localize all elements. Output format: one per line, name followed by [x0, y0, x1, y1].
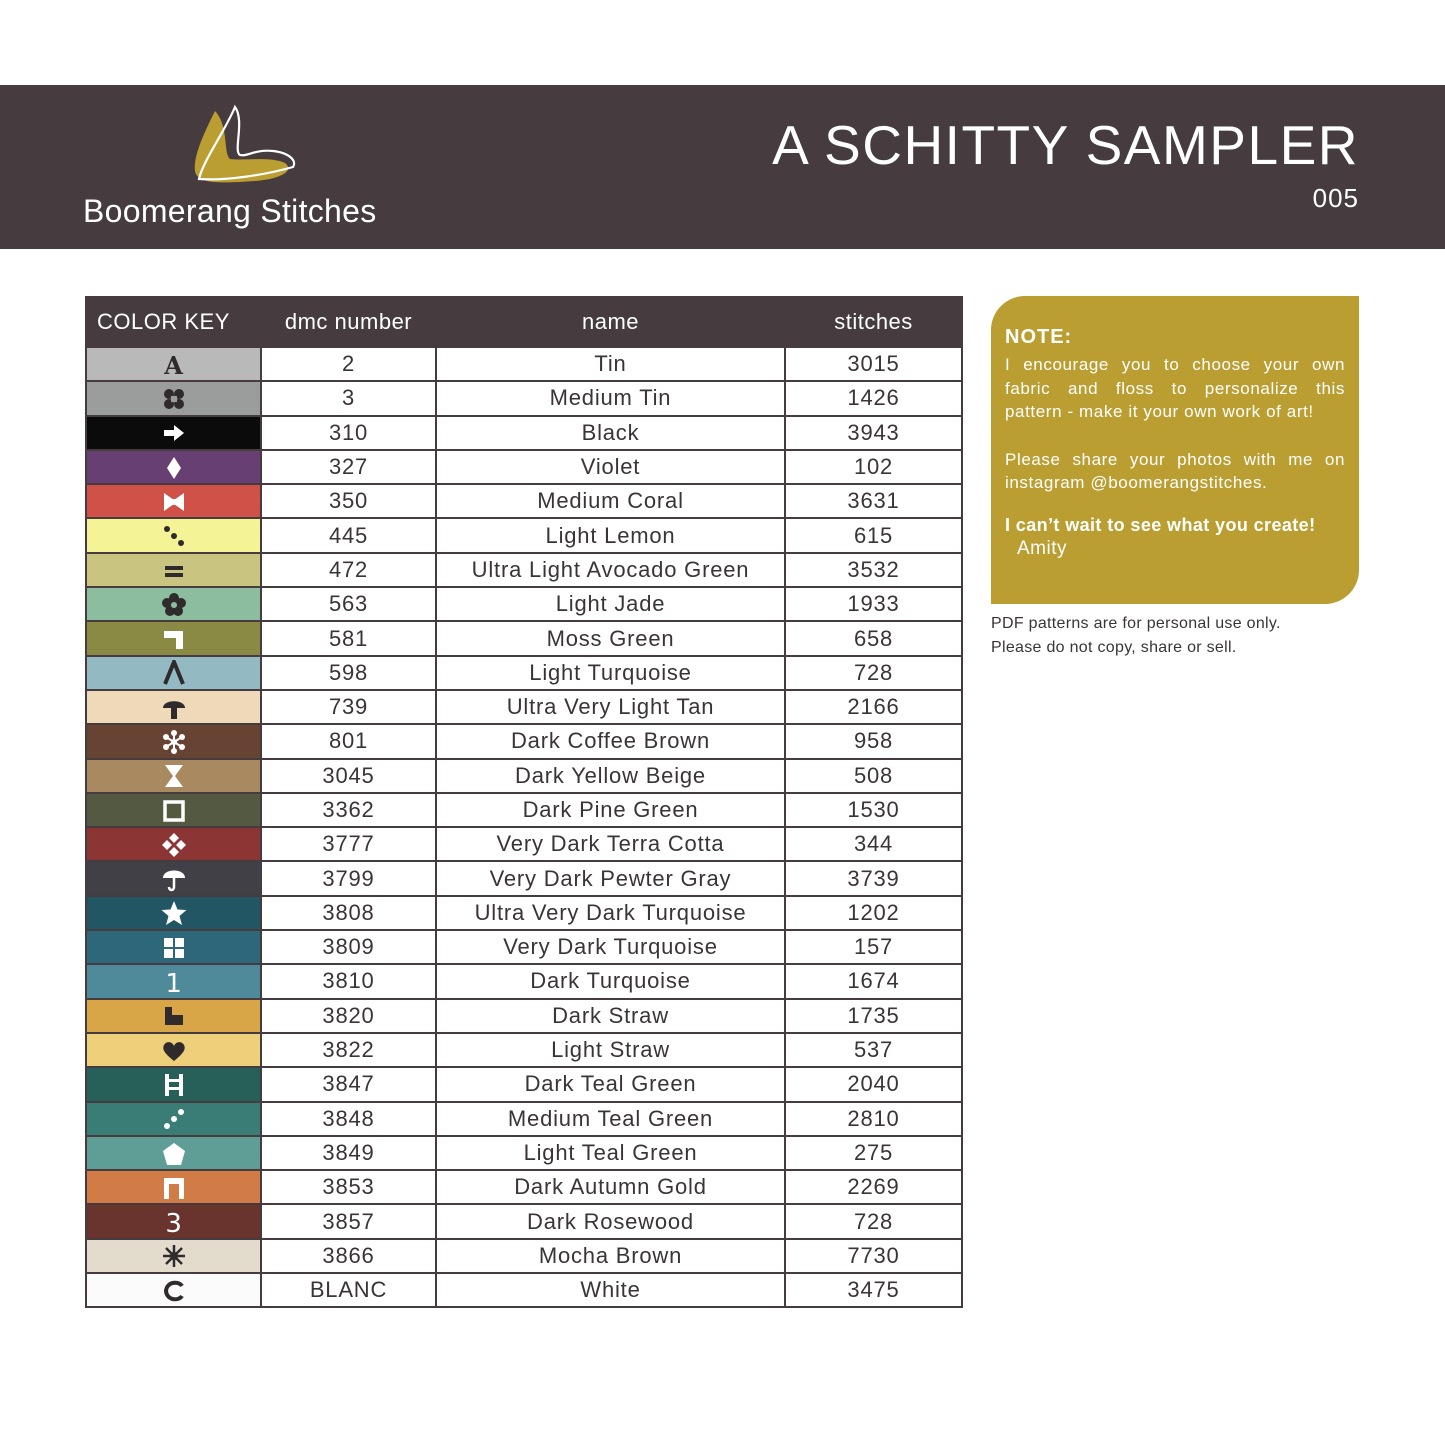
- dmc-number-cell: 3822: [261, 1033, 436, 1067]
- color-swatch: [86, 450, 261, 484]
- dmc-number-cell: 801: [261, 724, 436, 758]
- dots-diagonal-icon: [161, 523, 187, 549]
- color-swatch: [86, 724, 261, 758]
- table-row: [86, 1170, 962, 1204]
- stitch-count-cell: 615: [785, 518, 962, 552]
- stitch-count-cell: 2040: [785, 1067, 962, 1101]
- stitch-count-cell: 2166: [785, 690, 962, 724]
- dmc-number-cell: 3808: [261, 896, 436, 930]
- thread-name-cell: Ultra Light Avocado Green: [436, 553, 785, 587]
- color-swatch: [86, 1102, 261, 1136]
- table-row: [86, 1067, 962, 1101]
- letter-a-icon: [161, 352, 187, 378]
- color-swatch: [86, 553, 261, 587]
- step-block-icon: [161, 1003, 187, 1029]
- star-icon: [161, 900, 187, 926]
- stool-icon: [161, 1175, 187, 1201]
- stitch-count-cell: 1933: [785, 587, 962, 621]
- umbrella-icon: [161, 866, 187, 892]
- note-signature: Amity: [1017, 537, 1067, 559]
- stitch-count-cell: 537: [785, 1033, 962, 1067]
- table-row: [86, 1033, 962, 1067]
- dmc-number-cell: 3362: [261, 793, 436, 827]
- note-heading: NOTE:: [1005, 326, 1073, 348]
- thread-name-cell: Light Jade: [436, 587, 785, 621]
- dmc-number-cell: 3809: [261, 930, 436, 964]
- stitch-count-cell: 1674: [785, 964, 962, 998]
- header-stitches: stitches: [785, 297, 962, 347]
- thread-name-cell: Mocha Brown: [436, 1239, 785, 1273]
- table-row: [86, 656, 962, 690]
- color-swatch: [86, 1239, 261, 1273]
- thread-name-cell: Dark Straw: [436, 999, 785, 1033]
- diamond-quad-icon: [161, 832, 187, 858]
- thread-name-cell: Dark Yellow Beige: [436, 759, 785, 793]
- letter-c-icon: [161, 1278, 187, 1304]
- svg-text:1: 1: [164, 969, 183, 996]
- table-row: [86, 1239, 962, 1273]
- thread-name-cell: Very Dark Pewter Gray: [436, 861, 785, 895]
- stitch-count-cell: 157: [785, 930, 962, 964]
- stitch-count-cell: 3631: [785, 484, 962, 518]
- table-row: [86, 347, 962, 381]
- color-swatch: [86, 999, 261, 1033]
- thread-name-cell: Light Turquoise: [436, 656, 785, 690]
- dmc-number-cell: BLANC: [261, 1273, 436, 1307]
- table-row: [86, 759, 962, 793]
- color-swatch: [86, 1033, 261, 1067]
- color-swatch: [86, 587, 261, 621]
- disclaimer-line-2: Please do not copy, share or sell.: [991, 639, 1237, 656]
- note-closing: I can’t wait to see what you create!: [1005, 514, 1316, 535]
- square-outline-icon: [161, 798, 187, 824]
- stitch-count-cell: 275: [785, 1136, 962, 1170]
- dots-rising-icon: [161, 1106, 187, 1132]
- table-row: [86, 416, 962, 450]
- dmc-number-cell: 3849: [261, 1136, 436, 1170]
- pattern-title: A SCHITTY SAMPLER: [772, 114, 1359, 176]
- thread-name-cell: White: [436, 1273, 785, 1307]
- stitch-count-cell: 728: [785, 1204, 962, 1238]
- header-banner: [0, 85, 1445, 249]
- stitch-count-cell: 344: [785, 827, 962, 861]
- thread-name-cell: Ultra Very Dark Turquoise: [436, 896, 785, 930]
- pattern-number: 005: [1312, 183, 1359, 213]
- dmc-number-cell: 472: [261, 553, 436, 587]
- stitch-count-cell: 3943: [785, 416, 962, 450]
- thread-name-cell: Medium Coral: [436, 484, 785, 518]
- color-swatch: [86, 930, 261, 964]
- grid-four-icon: [161, 935, 187, 961]
- dmc-number-cell: 563: [261, 587, 436, 621]
- table-row: [86, 518, 962, 552]
- color-swatch: [86, 759, 261, 793]
- header-color-key: COLOR KEY: [86, 297, 261, 347]
- note-box: [991, 296, 1359, 604]
- thread-name-cell: Light Straw: [436, 1033, 785, 1067]
- color-swatch: [86, 896, 261, 930]
- number-one-icon: [161, 969, 187, 995]
- heart-icon: [161, 1038, 187, 1064]
- stitch-count-cell: 508: [785, 759, 962, 793]
- stitch-count-cell: 1426: [785, 381, 962, 415]
- stitch-count-cell: 1202: [785, 896, 962, 930]
- svg-text:3: 3: [164, 1209, 183, 1236]
- table-row: [86, 1204, 962, 1238]
- table-row: [86, 861, 962, 895]
- thread-name-cell: Tin: [436, 347, 785, 381]
- dmc-number-cell: 3777: [261, 827, 436, 861]
- thread-name-cell: Moss Green: [436, 621, 785, 655]
- stitch-count-cell: 3532: [785, 553, 962, 587]
- thread-name-cell: Dark Pine Green: [436, 793, 785, 827]
- table-row: [86, 964, 962, 998]
- color-swatch: [86, 656, 261, 690]
- stitch-count-cell: 658: [785, 621, 962, 655]
- dmc-number-cell: 2: [261, 347, 436, 381]
- arrow-right-icon: [161, 420, 187, 446]
- stitch-count-cell: 1735: [785, 999, 962, 1033]
- thread-name-cell: Medium Teal Green: [436, 1102, 785, 1136]
- dmc-number-cell: 3848: [261, 1102, 436, 1136]
- equals-icon: [161, 558, 187, 584]
- svg-text:A: A: [163, 351, 184, 378]
- thread-name-cell: Dark Coffee Brown: [436, 724, 785, 758]
- dmc-number-cell: 327: [261, 450, 436, 484]
- thread-name-cell: Very Dark Turquoise: [436, 930, 785, 964]
- stitch-count-cell: 3475: [785, 1273, 962, 1307]
- thread-name-cell: Dark Autumn Gold: [436, 1170, 785, 1204]
- thread-name-cell: Ultra Very Light Tan: [436, 690, 785, 724]
- stitch-count-cell: 958: [785, 724, 962, 758]
- color-swatch: [86, 381, 261, 415]
- flower-icon: [161, 386, 187, 412]
- burst-icon: [161, 1243, 187, 1269]
- stitch-count-cell: 2269: [785, 1170, 962, 1204]
- table-row: [86, 553, 962, 587]
- diamond-icon: [161, 455, 187, 481]
- caret-up-icon: [161, 660, 187, 686]
- dmc-number-cell: 3799: [261, 861, 436, 895]
- dmc-number-cell: 581: [261, 621, 436, 655]
- thread-name-cell: Light Lemon: [436, 518, 785, 552]
- table-row: [86, 827, 962, 861]
- usage-disclaimer: [991, 612, 1281, 660]
- color-swatch: [86, 1136, 261, 1170]
- color-swatch: [86, 1204, 261, 1238]
- thread-name-cell: Medium Tin: [436, 381, 785, 415]
- table-row: [86, 1273, 962, 1307]
- thread-name-cell: Dark Rosewood: [436, 1204, 785, 1238]
- blossom-icon: [161, 592, 187, 618]
- color-swatch: [86, 518, 261, 552]
- color-key-table: [85, 296, 963, 1308]
- thread-name-cell: Violet: [436, 450, 785, 484]
- dmc-number-cell: 598: [261, 656, 436, 690]
- hourglass-icon: [161, 763, 187, 789]
- thread-name-cell: Dark Teal Green: [436, 1067, 785, 1101]
- dmc-number-cell: 3: [261, 381, 436, 415]
- table-row: [86, 724, 962, 758]
- stitch-count-cell: 7730: [785, 1239, 962, 1273]
- ladder-icon: [161, 1072, 187, 1098]
- color-swatch: [86, 484, 261, 518]
- table-row: [86, 484, 962, 518]
- dmc-number-cell: 739: [261, 690, 436, 724]
- note-paragraph-1: I encourage you to choose your own fabric and floss to personalize this pattern - make it your own work of art!: [1005, 355, 1345, 421]
- stitch-count-cell: 1530: [785, 793, 962, 827]
- color-swatch: [86, 1067, 261, 1101]
- mushroom-icon: [161, 695, 187, 721]
- dmc-number-cell: 3820: [261, 999, 436, 1033]
- dmc-number-cell: 3866: [261, 1239, 436, 1273]
- dmc-number-cell: 3857: [261, 1204, 436, 1238]
- number-three-icon: [161, 1209, 187, 1235]
- corner-block-icon: [161, 626, 187, 652]
- header-name: name: [436, 297, 785, 347]
- stitch-count-cell: 2810: [785, 1102, 962, 1136]
- table-header-row: [86, 297, 962, 347]
- color-swatch: [86, 793, 261, 827]
- color-swatch: [86, 347, 261, 381]
- table-row: [86, 587, 962, 621]
- table-row: [86, 1136, 962, 1170]
- color-swatch: [86, 861, 261, 895]
- thread-name-cell: Very Dark Terra Cotta: [436, 827, 785, 861]
- thread-name-cell: Light Teal Green: [436, 1136, 785, 1170]
- boomerang-logo-icon: [185, 101, 305, 191]
- brand-name: Boomerang Stitches: [83, 193, 377, 229]
- header-dmc-number: dmc number: [261, 297, 436, 347]
- stitch-count-cell: 3739: [785, 861, 962, 895]
- bowtie-icon: [161, 489, 187, 515]
- color-swatch: [86, 1273, 261, 1307]
- dmc-number-cell: 310: [261, 416, 436, 450]
- thread-name-cell: Black: [436, 416, 785, 450]
- stitch-count-cell: 728: [785, 656, 962, 690]
- dmc-number-cell: 3847: [261, 1067, 436, 1101]
- table-row: [86, 793, 962, 827]
- stitch-count-cell: 3015: [785, 347, 962, 381]
- table-row: [86, 621, 962, 655]
- table-row: [86, 930, 962, 964]
- dmc-number-cell: 3810: [261, 964, 436, 998]
- snowflake-icon: [161, 729, 187, 755]
- table-row: [86, 999, 962, 1033]
- table-row: [86, 1102, 962, 1136]
- table-row: [86, 690, 962, 724]
- dmc-number-cell: 3045: [261, 759, 436, 793]
- table-row: [86, 381, 962, 415]
- table-row: [86, 896, 962, 930]
- thread-name-cell: Dark Turquoise: [436, 964, 785, 998]
- color-swatch: [86, 964, 261, 998]
- color-swatch: [86, 1170, 261, 1204]
- pentagon-icon: [161, 1141, 187, 1167]
- table-row: [86, 450, 962, 484]
- note-paragraph-2: Please share your photos with me on instagram @boomerangstitches.: [1005, 449, 1345, 492]
- dmc-number-cell: 445: [261, 518, 436, 552]
- dmc-number-cell: 350: [261, 484, 436, 518]
- color-swatch: [86, 827, 261, 861]
- color-swatch: [86, 621, 261, 655]
- disclaimer-line-1: PDF patterns are for personal use only.: [991, 615, 1281, 632]
- color-swatch: [86, 690, 261, 724]
- dmc-number-cell: 3853: [261, 1170, 436, 1204]
- color-swatch: [86, 416, 261, 450]
- stitch-count-cell: 102: [785, 450, 962, 484]
